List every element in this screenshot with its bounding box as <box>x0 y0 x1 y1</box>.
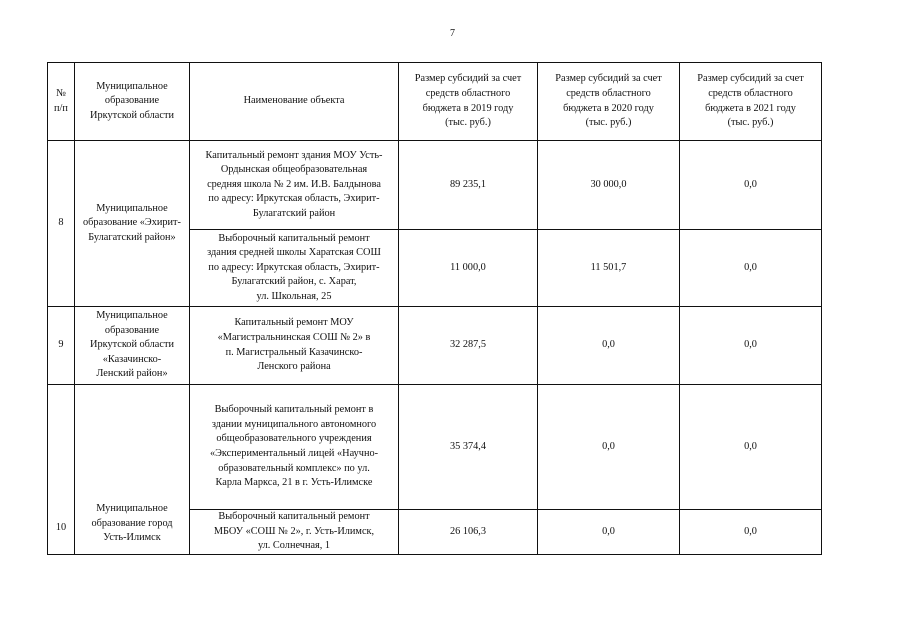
municipality-cell: Муниципальное образование Иркутской области «Казачинско- Ленский район» <box>75 307 190 385</box>
subsidy-table <box>47 62 822 555</box>
table-row <box>48 141 822 230</box>
header-2020: Размер субсидий за счет средств областного бюджета в 2020 году (тыс. руб.) <box>538 63 680 141</box>
object-cell: Выборочный капитальный ремонт в здании муниципального автономного общеобразовательного учреждения «Экспериментальный лицей «Научно- образовательный комплекс» по ул. Карла Маркса, 21 в г. Усть-Илимске <box>190 385 399 510</box>
page-number: 7 <box>450 28 455 39</box>
header-row <box>48 63 822 141</box>
row-number: 8 <box>48 141 75 307</box>
row-number: 10 <box>48 385 75 555</box>
amount-2021: 0,0 <box>680 510 822 555</box>
amount-2020: 30 000,0 <box>538 141 680 230</box>
table-row <box>48 307 822 385</box>
header-2021: Размер субсидий за счет средств областного бюджета в 2021 году (тыс. руб.) <box>680 63 822 141</box>
header-municipality: Муниципальное образование Иркутской области <box>75 63 190 141</box>
amount-2019: 32 287,5 <box>399 307 538 385</box>
amount-2021: 0,0 <box>680 230 822 307</box>
amount-2020: 11 501,7 <box>538 230 680 307</box>
object-cell: Выборочный капитальный ремонт МБОУ «СОШ № 2», г. Усть-Илимск, ул. Солнечная, 1 <box>190 510 399 555</box>
amount-2019: 26 106,3 <box>399 510 538 555</box>
amount-2020: 0,0 <box>538 510 680 555</box>
header-object: Наименование объекта <box>190 63 399 141</box>
object-cell: Капитальный ремонт здания МОУ Усть- Ордынская общеобразовательная средняя школа № 2 им. И.В. Балдынова по адресу: Иркутская область, Эхирит- Булагатский район <box>190 141 399 230</box>
object-cell: Выборочный капитальный ремонт здания средней школы Харатская СОШ по адресу: Иркутская область, Эхирит- Булагатский район, с. Харат, ул. Школьная, 25 <box>190 230 399 307</box>
amount-2021: 0,0 <box>680 385 822 510</box>
amount-2019: 11 000,0 <box>399 230 538 307</box>
object-cell: Капитальный ремонт МОУ «Магистральнинская СОШ № 2» в п. Магистральный Казачинско- Ленского района <box>190 307 399 385</box>
amount-2019: 35 374,4 <box>399 385 538 510</box>
amount-2020: 0,0 <box>538 307 680 385</box>
amount-2021: 0,0 <box>680 141 822 230</box>
table-row <box>48 385 822 510</box>
amount-2020: 0,0 <box>538 385 680 510</box>
amount-2019: 89 235,1 <box>399 141 538 230</box>
amount-2021: 0,0 <box>680 307 822 385</box>
row-number: 9 <box>48 307 75 385</box>
header-number: № п/п <box>48 63 75 141</box>
municipality-cell: Муниципальное образование город Усть-Илимск <box>75 385 190 555</box>
header-2019: Размер субсидий за счет средств областного бюджета в 2019 году (тыс. руб.) <box>399 63 538 141</box>
municipality-cell: Муниципальное образование «Эхирит- Булагатский район» <box>75 141 190 307</box>
